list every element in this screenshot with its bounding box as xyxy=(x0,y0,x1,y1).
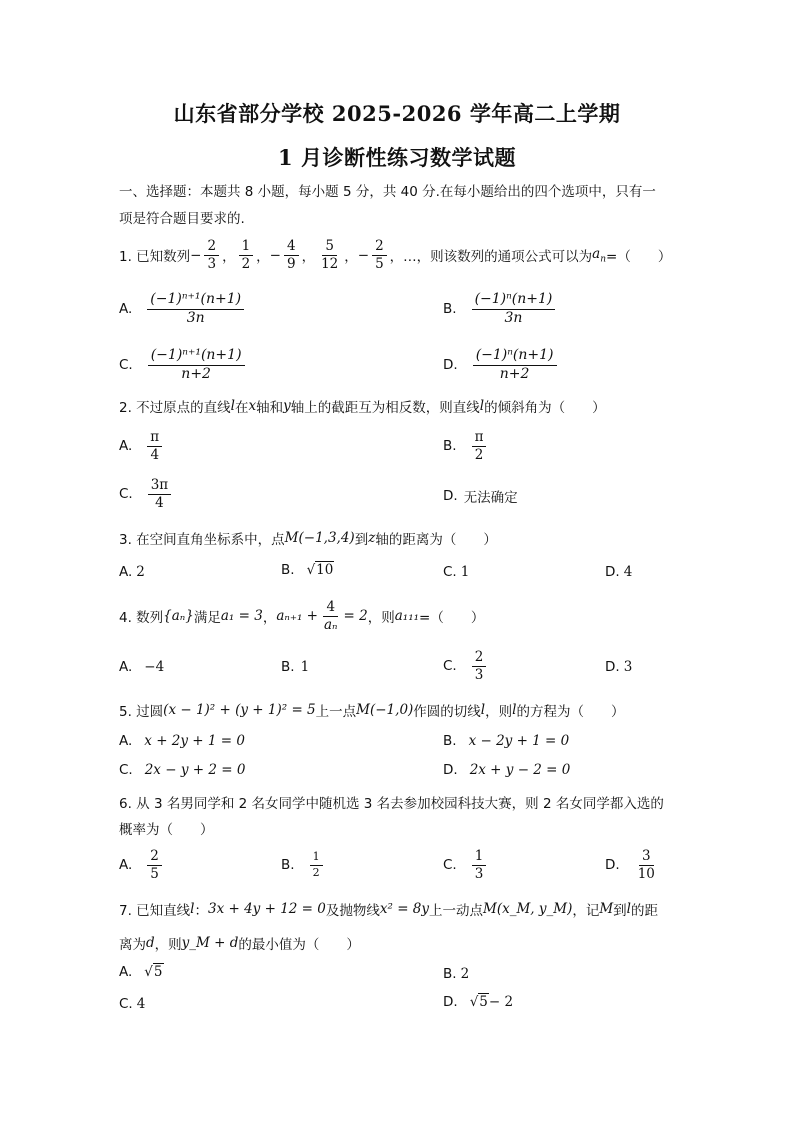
q7-option-a[interactable]: A. √5 xyxy=(119,964,163,980)
q1-term-4: $\frac{5}{12}$ xyxy=(321,237,339,272)
q2-option-a[interactable]: A. $\frac{\pi}{4}$ xyxy=(119,428,165,464)
title-line-2: 1 月诊断性练习数学试题 xyxy=(278,145,516,170)
q1-prefix: 1. 已知数列 xyxy=(119,249,191,265)
q3-option-c[interactable]: C. 1 xyxy=(443,564,470,580)
sqrt-symbol: √5 xyxy=(469,994,488,1010)
q1-option-b[interactable]: B. $\frac{\text{(−1)ⁿ(n+1)}}{3n}$ xyxy=(443,290,558,328)
question-1-stem: 1. 已知数列 − $\frac{2}{3}$ ， $\frac{1}{2}$ ， − $\frac{4}{9}$ ， $\frac{5}{12}$ ， − $\frac{2}{5}$ ，…，则该数列的通项公式可以为 $a_n$ =（ ） xyxy=(119,237,672,272)
q3-option-d[interactable]: D. 4 xyxy=(605,564,633,580)
q1-suffix: ，…，则该数列的通项公式可以为 xyxy=(389,249,593,265)
q1-term-3: − $\frac{4}{9}$ xyxy=(270,239,302,272)
q4-option-a[interactable]: A. −4 xyxy=(119,659,165,675)
q6-option-d[interactable]: D. $\frac{3}{10}$ xyxy=(605,847,655,882)
q1-term-1: − $\frac{2}{3}$ xyxy=(190,239,222,272)
q5-option-b[interactable]: B. x − 2y + 1 = 0 xyxy=(443,733,570,749)
question-4-stem: 4. 数列 {aₙ} 满足 a₁ = 3 ， aₙ₊₁ + $\frac{4}{\text{aₙ}}$ = 2 ，则 a₁₁₁ =（ ） xyxy=(119,598,485,633)
question-3-stem: 3. 在空间直角坐标系中，点 M(−1,3,4) 到 z 轴的距离为（ ） xyxy=(119,530,497,548)
q6-option-a[interactable]: A. $\frac{2}{5}$ xyxy=(119,846,165,884)
q1-option-c[interactable]: C. $\frac{\text{(−1)ⁿ⁺¹(n+1)}}{n+2}$ xyxy=(119,346,248,384)
question-6-stem-line-1: 6. 从 3 名男同学和 2 名女同学中随机选 3 名去参加校园科技大赛，则 2 名女同学都入选的 xyxy=(119,796,664,812)
q1-tail: =（ ） xyxy=(606,249,672,265)
q7-option-c[interactable]: C. 4 xyxy=(119,996,146,1012)
q4-option-d[interactable]: D. 3 xyxy=(605,659,633,675)
question-2-stem: 2. 不过原点的直线 l 在 x 轴和 y 轴上的截距互为相反数，则直线 l 的倾斜角为（ ） xyxy=(119,398,606,416)
sqrt-symbol: √5 xyxy=(144,964,163,980)
q2-option-c[interactable]: C. $\frac{3\pi}{4}$ xyxy=(119,476,174,512)
q1-option-d[interactable]: D. $\frac{\text{(−1)ⁿ(n+1)}}{n+2}$ xyxy=(443,346,560,384)
q1-an: $a_n$ xyxy=(592,245,607,265)
q7-option-d[interactable]: D. √5 − 2 xyxy=(443,994,514,1010)
question-7-stem-line-2: 离为 d ，则 y_M + d 的最小值为（ ） xyxy=(119,935,360,953)
question-5-stem: 5. 过圆 (x − 1)² + (y + 1)² = 5 上一点 M(−1,0) 作圆的切线 l ，则 l 的方程为（ ） xyxy=(119,702,625,720)
section-instruction-line-1: 一、选择题：本题共 8 小题，每小题 5 分，共 40 分.在每小题给出的四个选项中，只有一 xyxy=(119,184,656,200)
q2-option-d[interactable]: D. 无法确定 xyxy=(443,488,518,506)
q4-option-c[interactable]: C. $\frac{2}{3}$ xyxy=(443,648,489,684)
question-6-stem-line-2: 概率为（ ） xyxy=(119,822,214,838)
q6-option-c[interactable]: C. $\frac{1}{3}$ xyxy=(443,846,489,884)
q4-option-b[interactable]: B. 1 xyxy=(281,659,310,675)
q2-option-b[interactable]: B. $\frac{\pi}{2}$ xyxy=(443,428,489,464)
title-line-1: 山东省部分学校 2025-2026 学年高二上学期 xyxy=(173,101,621,126)
q1-term-2: $\frac{1}{2}$ xyxy=(236,239,257,272)
question-7-stem-line-1: 7. 已知直线 l ： 3x + 4y + 12 = 0 及抛物线 x² = 8y 上一动点 M(x_M, y_M) ，记 M 到 l 的距 xyxy=(119,901,658,919)
q7-option-b[interactable]: B. 2 xyxy=(443,966,470,982)
q5-option-a[interactable]: A. x + 2y + 1 = 0 xyxy=(119,733,245,749)
q6-option-b[interactable]: B. $\frac{1}{2}$ xyxy=(281,846,326,884)
q3-option-a[interactable]: A. 2 xyxy=(119,564,145,580)
q3-option-b[interactable]: B. √10 xyxy=(281,562,334,578)
q1-option-a[interactable]: A. $\frac{\text{(−1)ⁿ⁺¹(n+1)}}{3n}$ xyxy=(119,290,247,328)
q1-term-5: − $\frac{2}{5}$ xyxy=(358,239,390,272)
section-instruction-line-2: 项是符合题目要求的. xyxy=(119,211,245,227)
q5-option-c[interactable]: C. 2x − y + 2 = 0 xyxy=(119,762,246,778)
sqrt-symbol: √10 xyxy=(306,562,334,578)
q5-option-d[interactable]: D. 2x + y − 2 = 0 xyxy=(443,762,571,778)
